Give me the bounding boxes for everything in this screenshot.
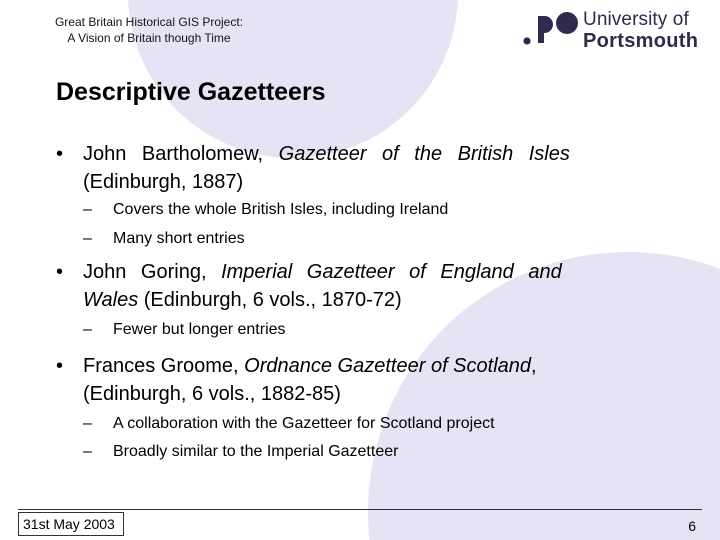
project-title-line1: Great Britain Historical GIS Project:	[54, 15, 244, 29]
bullet-marker: •	[56, 355, 64, 377]
bullet-line	[83, 258, 649, 286]
sub-item	[83, 229, 245, 249]
sub-marker: –	[83, 443, 92, 460]
bullet-work-title: Ordnance Gazetteer of Scotland	[244, 355, 532, 377]
sub-item-text: Fewer but longer entries	[113, 321, 286, 338]
project-title-line2: A Vision of Britain though Time	[67, 31, 231, 45]
slide-title: Descriptive Gazetteers	[56, 78, 326, 106]
bullet-punctuation: ,	[531, 355, 537, 377]
university-logo	[520, 8, 710, 52]
sub-marker: –	[83, 415, 92, 432]
university-mark-icon	[520, 8, 580, 52]
university-name	[583, 10, 698, 53]
bullet-line	[83, 286, 649, 314]
university-name-line1: University of	[583, 9, 689, 30]
bullet-author: John Goring,	[83, 261, 222, 283]
sub-item	[83, 442, 398, 462]
sub-item	[83, 200, 448, 220]
bullet-author: John Bartholomew,	[83, 143, 279, 165]
bullet-line	[83, 140, 649, 168]
bullet-details: (Edinburgh, 1887)	[83, 171, 244, 193]
sub-marker: –	[83, 230, 92, 247]
bullet-line	[83, 352, 649, 380]
sub-item	[83, 320, 286, 340]
bullet-work-title-continued: Wales	[83, 289, 139, 311]
bullet-work-title: Imperial Gazetteer of England and	[221, 261, 562, 283]
sub-marker: –	[83, 321, 92, 338]
sub-item-text: Broadly similar to the Imperial Gazetteer	[113, 443, 399, 460]
sub-item-text: Covers the whole British Isles, including Ireland	[113, 201, 449, 218]
bullet-author: Frances Groome,	[83, 355, 245, 377]
page-number: 6	[688, 518, 696, 534]
bullet-details: (Edinburgh, 6 vols., 1870-72)	[138, 289, 402, 311]
bullet-item-groome	[56, 352, 649, 408]
sub-item-text: Many short entries	[113, 230, 245, 247]
sub-item-text: A collaboration with the Gazetteer for Scotland project	[113, 415, 495, 432]
bullet-marker: •	[56, 261, 64, 283]
bullet-details: (Edinburgh, 6 vols., 1882-85)	[83, 383, 341, 405]
project-header	[18, 14, 280, 46]
sub-marker: –	[83, 201, 92, 218]
bullet-item-goring	[56, 258, 649, 314]
bullet-marker: •	[56, 143, 64, 165]
sub-item	[83, 414, 495, 434]
bullet-item-bartholomew	[56, 140, 649, 196]
footer-date: 31st May 2003	[18, 512, 124, 536]
bullet-work-title: Gazetteer of the British Isles	[278, 143, 570, 165]
footer-divider	[18, 509, 702, 510]
university-name-line2: Portsmouth	[583, 30, 699, 52]
